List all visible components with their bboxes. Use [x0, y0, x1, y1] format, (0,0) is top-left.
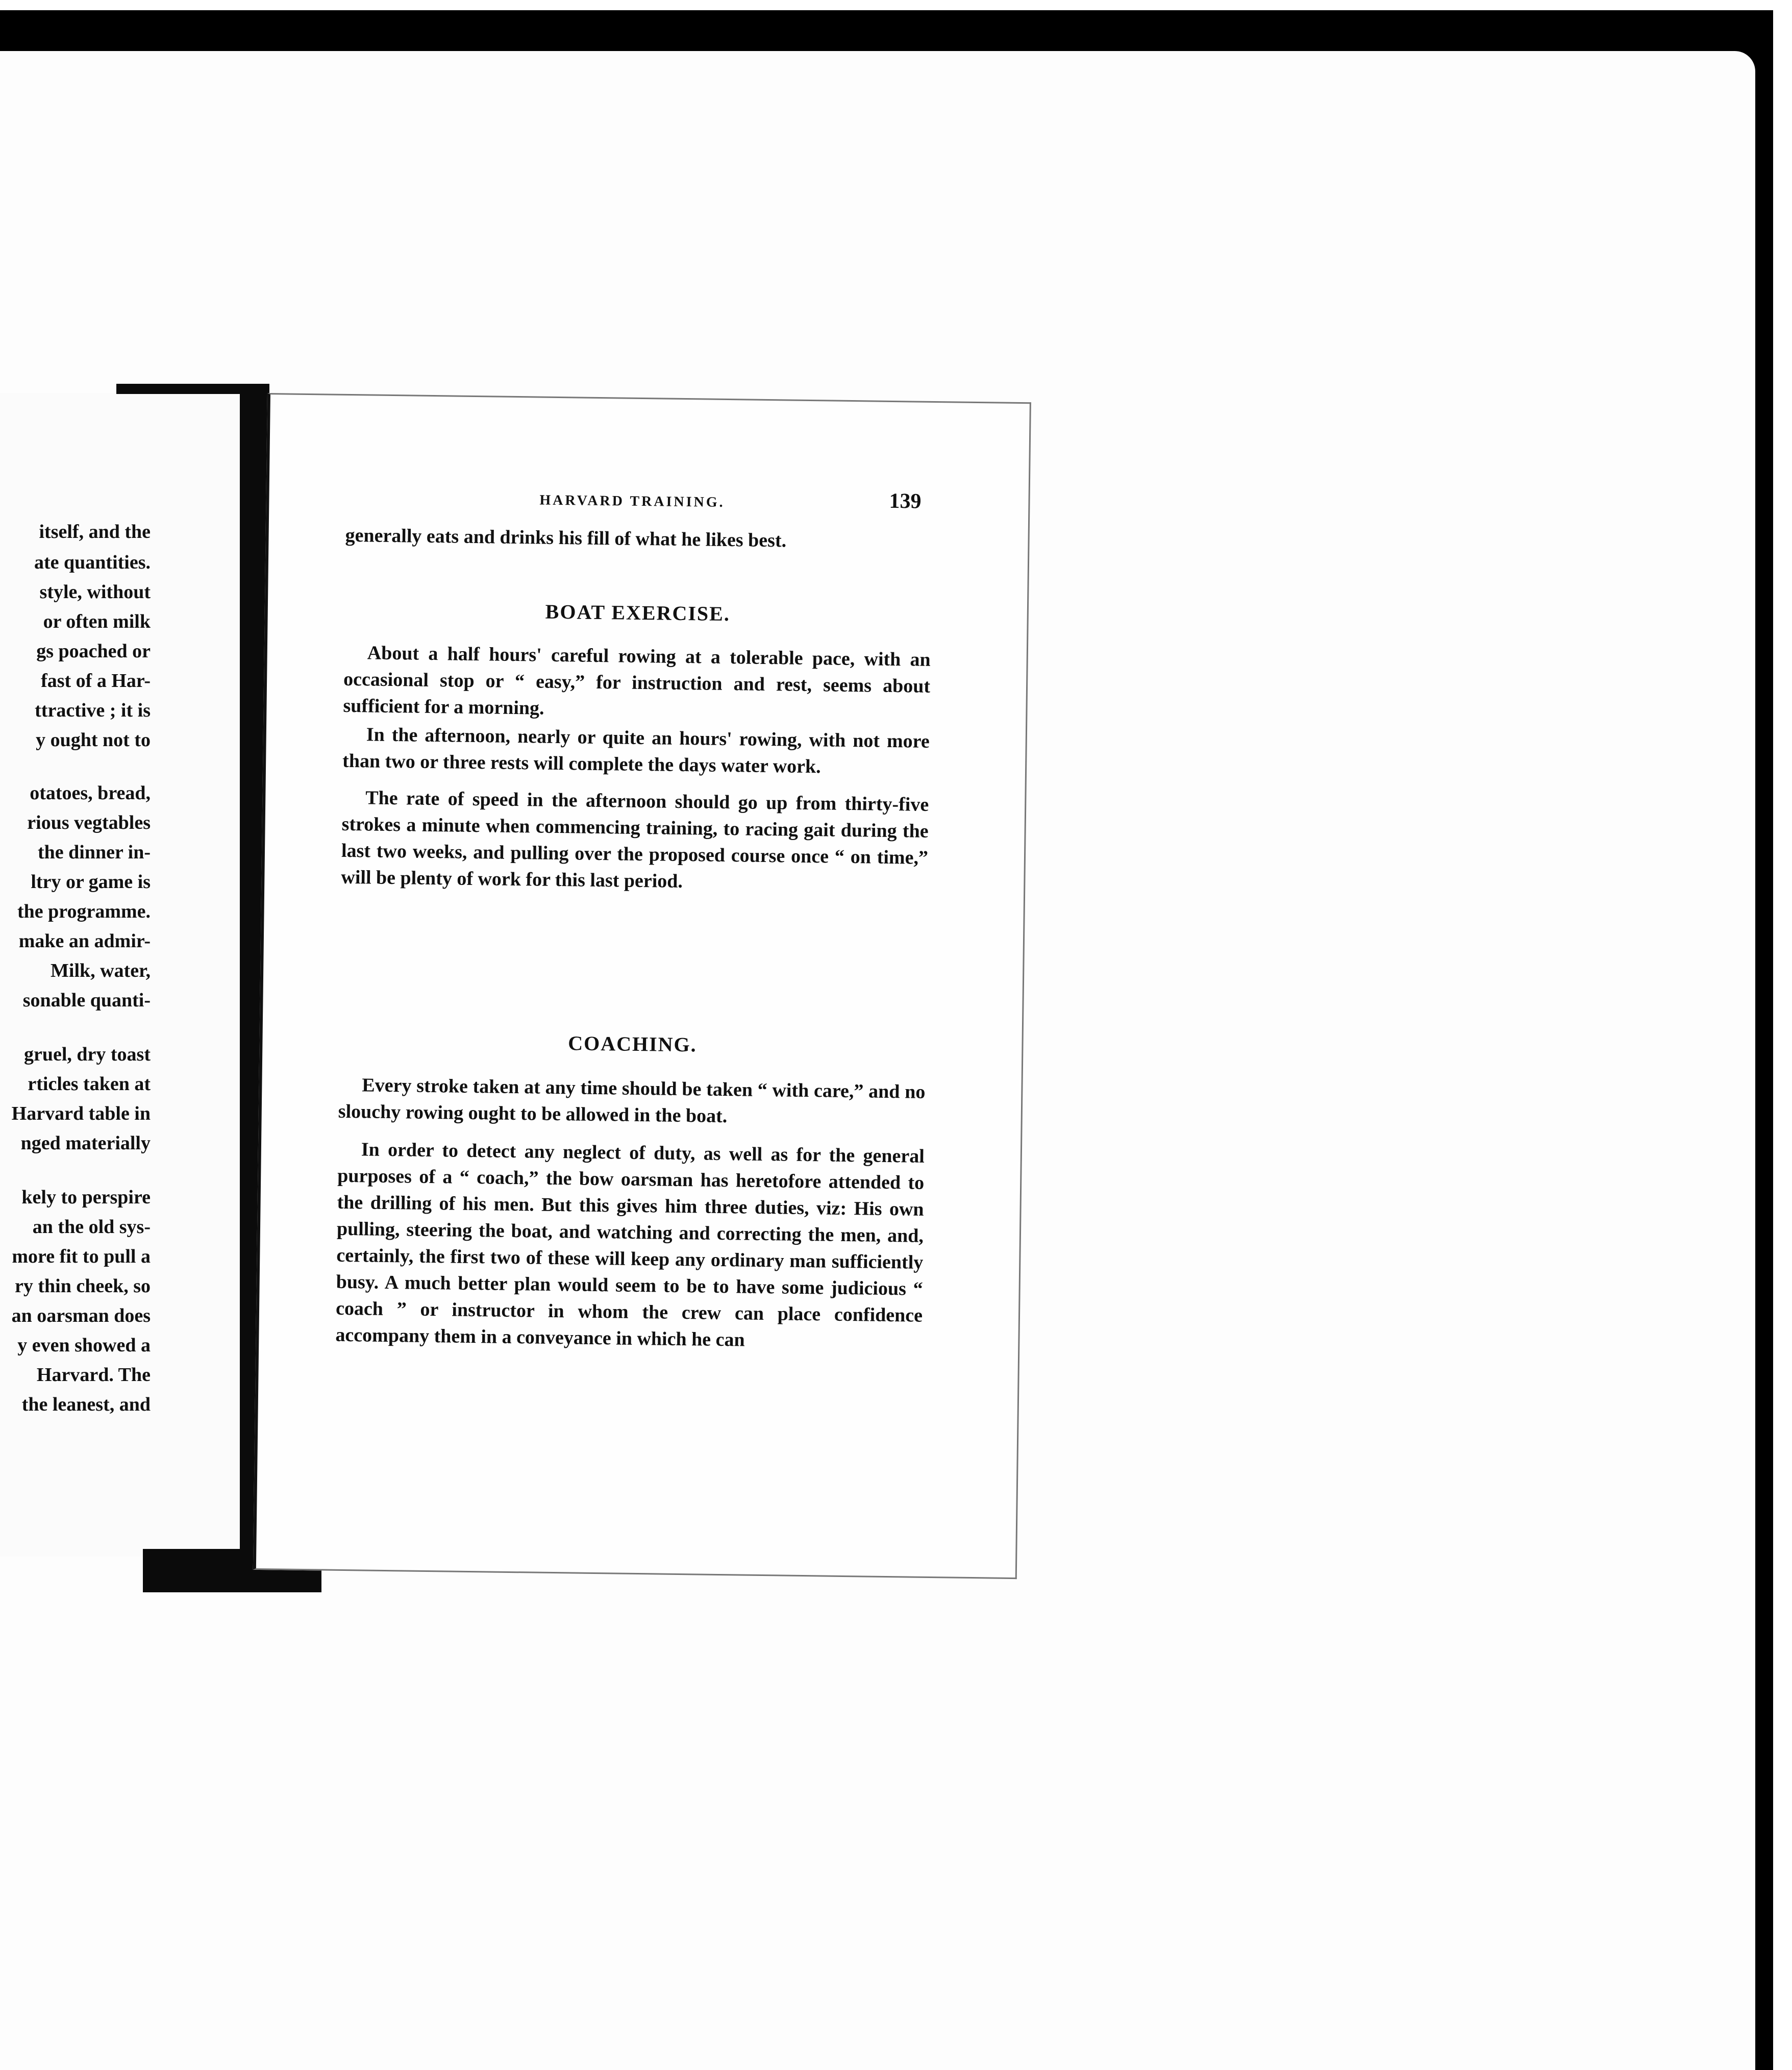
- paragraph: In the afternoon, nearly or quite an hours' rowing, with not more than two or three rests will complete the days water work.: [342, 724, 930, 778]
- running-head: HARVARD TRAINING.: [539, 492, 725, 510]
- opening-line: [345, 522, 932, 556]
- left-line: ry thin cheek, so: [15, 1275, 151, 1297]
- left-line: sonable quanti-: [22, 990, 151, 1011]
- right-page: [253, 393, 1031, 1579]
- scan-top-margin: [0, 0, 1792, 10]
- left-line: Harvard. The: [36, 1364, 151, 1386]
- scan-right-margin: [1773, 0, 1792, 2070]
- left-line: kely to perspire: [21, 1187, 151, 1208]
- section-body: [335, 1072, 926, 1356]
- paragraph: generally eats and drinks his fill of what he likes best.: [345, 524, 787, 552]
- left-line: y ought not to: [36, 729, 151, 751]
- left-line: Harvard table in: [11, 1103, 151, 1124]
- left-line: the dinner in-: [37, 842, 151, 863]
- left-line: itself, and the: [39, 521, 151, 543]
- section-body: [341, 639, 931, 898]
- left-line: nged materially: [20, 1132, 151, 1154]
- paragraph: Every stroke taken at any time should be taken “ with care,” and no slouchy rowing ought to be allowed in the boat.: [338, 1074, 926, 1127]
- left-line: ltry or game is: [31, 871, 151, 893]
- paragraph: In order to detect any neglect of duty, as well as for the general purposes of a “ coach,” the bow oarsman has heretofore attended to the drilling of his men. But this gives him three duties, viz: His own pulling, steering the boat, and watching and correcting the men, and, certainly, the first two of these will keep any ordinary man sufficiently busy. A much better plan would seem to be to have some judicious “ coach ” or instructor in whom the crew can place confidence accompany them in a conveyance in which he can: [335, 1139, 925, 1351]
- left-line: rticles taken at: [28, 1073, 151, 1095]
- left-line: the programme.: [17, 901, 151, 922]
- left-line: gs poached or: [36, 640, 151, 662]
- left-line: Milk, water,: [51, 960, 151, 981]
- left-line: ttractive ; it is: [35, 700, 151, 721]
- left-line: fast of a Har-: [41, 670, 151, 692]
- left-line: the leanest, and: [21, 1394, 151, 1415]
- section-heading: BOAT EXERCISE.: [545, 600, 731, 626]
- left-line: ate quantities.: [34, 552, 151, 573]
- paragraph: The rate of speed in the afternoon should go up from thirty-five strokes a minute when commencing training, to racing gait during the last two weeks, and pulling over the proposed course once “ on time,” will be plenty of work for this last period.: [341, 787, 929, 893]
- left-line: or often milk: [43, 611, 151, 632]
- left-line: style, without: [39, 581, 151, 603]
- section-heading: COACHING.: [567, 1031, 697, 1056]
- left-line: make an admir-: [18, 930, 151, 952]
- left-line: rious vegtables: [27, 812, 151, 833]
- left-line: more fit to pull a: [12, 1246, 151, 1267]
- left-line: an oarsman does: [11, 1305, 151, 1326]
- page-number: 139: [889, 489, 922, 513]
- left-line: an the old sys-: [32, 1216, 151, 1238]
- paragraph: About a half hours' careful rowing at a tolerable pace, with an occasional stop or “ easy,” for instruction and rest, seems about sufficient for a morning.: [343, 642, 931, 719]
- left-line: y even showed a: [17, 1335, 151, 1356]
- left-line: otatoes, bread,: [30, 782, 151, 804]
- left-line: gruel, dry toast: [23, 1044, 151, 1065]
- left-page: [0, 393, 243, 1557]
